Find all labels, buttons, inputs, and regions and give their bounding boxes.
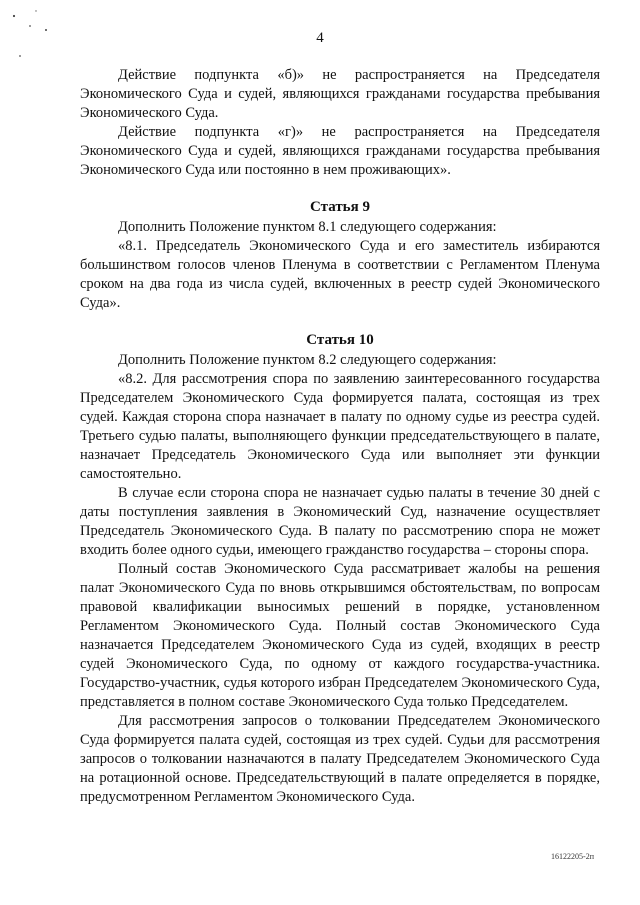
article-10-heading: Статья 10	[306, 332, 374, 348]
paragraph: Действие подпункта «б)» не распространяется на Председателя Экономического Суда и судей, являющихся гражданами государства пребывания Экономического Суда.	[80, 67, 600, 121]
paragraph: Дополнить Положение пунктом 8.1 следующего содержания:	[118, 219, 497, 235]
paragraph: Полный состав Экономического Суда рассматривает жалобы на решения палат Экономического Суда по вновь открывшимся обстоятельствам, по вопросам правовой квалификации выносимых решений в порядке, установленном Регламентом Экономического Суда. Полный состав Экономического Суда назначается Председателем Экономического Суда из судей, входящих в реестр судей Экономического Суда, по одному от каждого государства-участника. Государство-участник, судья которого избран Председателем Экономического Суда, представляется в полном составе Экономического Суда только Председателем.	[80, 561, 600, 710]
paragraph: «8.1. Председатель Экономического Суда и его заместитель избираются большинством голосов членов Пленума в соответствии с Регламентом Пленума сроком на два года из числа судей, включенных в реестр судей Экономического Суда».	[80, 238, 600, 311]
document-code: 16122205-2п	[551, 852, 594, 861]
document-body	[80, 66, 600, 807]
paragraph: Действие подпункта «г)» не распространяется на Председателя Экономического Суда и судей, являющихся гражданами государства пребывания Экономического Суда или постоянно в нем проживающих».	[80, 124, 600, 178]
paragraph: В случае если сторона спора не назначает судью палаты в течение 30 дней с даты поступления заявления в Экономический Суд, назначение осуществляет Председатель Экономического Суда. В палату по рассмотрению спора не может входить более одного судьи, имеющего гражданство государства – стороны спора.	[80, 485, 600, 558]
article-9-heading: Статья 9	[310, 199, 370, 215]
paragraph: Дополнить Положение пунктом 8.2 следующего содержания:	[118, 352, 497, 368]
paragraph: «8.2. Для рассмотрения спора по заявлению заинтересованного государства Председателем Экономического Суда формируется палата, состоящая из трех судей. Каждая сторона спора назначает в палату по одному судье из реестра судей. Третьего судью палаты, выполняющего функции председательствующего в палате, назначает Председатель Экономического Суда или выполняет эти функции самостоятельно.	[80, 371, 600, 482]
page-number: 4	[316, 30, 324, 46]
paragraph: Для рассмотрения запросов о толковании Председателем Экономического Суда формируется палата судей, состоящая из трех судей. Судьи для рассмотрения запросов о толковании назначаются в палату Председателем Экономического Суда на ротационной основе. Председательствующий в палате определяется в порядке, предусмотренном Регламентом Экономического Суда.	[80, 713, 600, 805]
